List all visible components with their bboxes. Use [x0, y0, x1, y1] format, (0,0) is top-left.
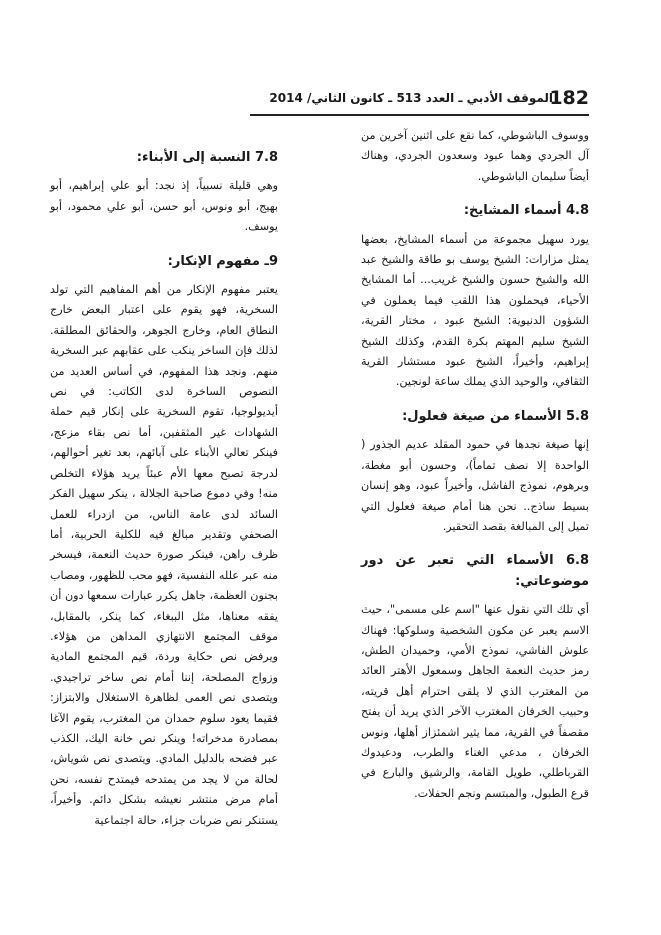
left-column: [50, 148, 278, 835]
journal-header-title: الموقف الأدبي ـ العدد 513 ـ كانون الثاني/ 2014: [269, 91, 553, 105]
section-6-8-heading: 6.8 الأسماء التي تعبر عن دور موضوعاتي:: [361, 553, 589, 589]
page-number: 182: [549, 87, 589, 109]
section-6-8-text: أي تلك التي نقول عنها "اسم على مسمى"، حيث الاسم يعبر عن مكون الشخصية وسلوكها: فهناك علوش الفاشي، نموذج الأمي، وحميدان الطش، رمز حديث النعمة الجاهل وسمعول الأهتر العائد من المغترب الذي لا يلقى احترام أهل قريته، وحبيب الخرفان المغترب الآخر الذي يريد أن يفتح مقصفاً في القرية، مما يثير اشمئزاز أهلها، ونوس الخرفان ، مدعي الغناء والطرب، ودعيدوك القرباطلي، طويل القامة، والرشيق والبارع في قرع الطبول، والمبتسم ونجم الحفلات.: [361, 603, 589, 800]
section-9-text: يعتبر مفهوم الإنكار من أهم المفاهيم التي تولد السخرية، فهو يقوم على اعتبار البعض خارج النطاق العام، وخارج الجوهر، والحقائق المطلقة. لذلك فإن الساخر ينكب على عقابهم عبر السخرية منهم. ونجد هذا المفهوم، في أساس العديد من النصوص الساخرة لدى الكاتب: في نص أيديولوجيا، تقوم السخرية على إنكار قيم حملة الشهادات غير المثقفين، أما نص بقاء مزعج، فينكر تعالي الأبناء على آبائهم، بعد تغير أحوالهم، لدرجة تصبح معها الأم عبئاً يريد هؤلاء التخلص منه! وفي دموع صاحبة الجلالة ، ينكر سهيل الفكر السائد لدى عامة الناس، من ازدراء للعمل الصحفي وتقدير مبالغ فيه للكلية الحربية، أما ظرف راهن، فينكر صورة حديث النعمة، فيسخر منه عبر علله النفسية، فهو محب للظهور، ومصاب بجنون العظمة، جاهل يكرر عبارات سمعها دون أن يفقه معناها، مثل الببغاء، كما ينكر، بالمقابل، موقف المجتمع الانتهازي المداهن من هؤلاء. ويرفض نص حكاية وردة، قيم المجتمع المادية وزواج المصلحة، إننا أمام نص ساخر تراجيدي. ويتصدى نص العمى لظاهرة الاستغلال والابتزاز: فقيما يعود سلوم حمدان من المغترب، يقوم الآغا بمصادرة مدخراته! وينكر نص خانة اليك، الكذب عبر فضحه بالدليل المادي. ويتصدى نص شوياش، لحالة من لا يجد من يمتدحه فيمتدح نفسه، نحن أمام مرض منتشر نعيشه بشكل دائم. وأخيراً، يستنكر نص ضربات جزاء، حالة اجتماعية: [50, 283, 278, 827]
section-7-8-text: وهي قليلة نسبياً، إذ نجد: أبو علي إبراهيم، أبو بهيج، أبو ونوس، أبو حسن، أبو علي محمود، أبو يوسف.: [50, 179, 278, 234]
intro-paragraph: ووسوف الباشوطي، كما نقع على اثنين آخرين من آل الجردي وهما عبود وسعدون الجردي، وهناك أيضاً سليمان الباشوطي.: [361, 129, 589, 183]
section-4-8-text: يورد سهيل مجموعة من أسماء المشايخ، بعضها يمثل مزارات: الشيخ يوسف بو طاقة والشيخ عبد الله والشيخ حسون والشيخ غريب... أما المشايخ الأحياء، فيحملون هذا اللقب فيما يعملون في الشؤون الدنيوية: الشيخ عبود ، مختار القرية، الشيخ سليم المهتم بكرة القدم، وكذلك الشيخ إبراهيم، وأخيراً، الشيخ عبود مستشار القرية الثقافي، والوحيد الذي يملك ساعة لونجين.: [361, 232, 589, 389]
section-5-8-text: إنها صيغة نجدها في حمود المقلد عديم الجذور ( الواحدة إلا نصف تماماً)، وحسون أبو مغطة، وبرهوم، نموذج الفاشل، وأخيراً عبود، وهو إنسان بسيط ساذج.. نحن هنا أمام صيغة فعلول التي تميل إلى المبالغة بقصد التحقير.: [361, 438, 589, 533]
section-7-8-heading: 7.8 النسبة إلى الأبناء:: [136, 150, 278, 165]
header-divider: [250, 114, 589, 116]
section-9-heading: 9ـ مفهوم الإنكار:: [167, 253, 278, 269]
running-header: [250, 86, 589, 110]
section-4-8-heading: 4.8 أسماء المشايخ:: [463, 203, 589, 219]
section-5-8-heading: 5.8 الأسماء من صيغة فعلول:: [402, 408, 589, 424]
right-column: [361, 126, 589, 808]
